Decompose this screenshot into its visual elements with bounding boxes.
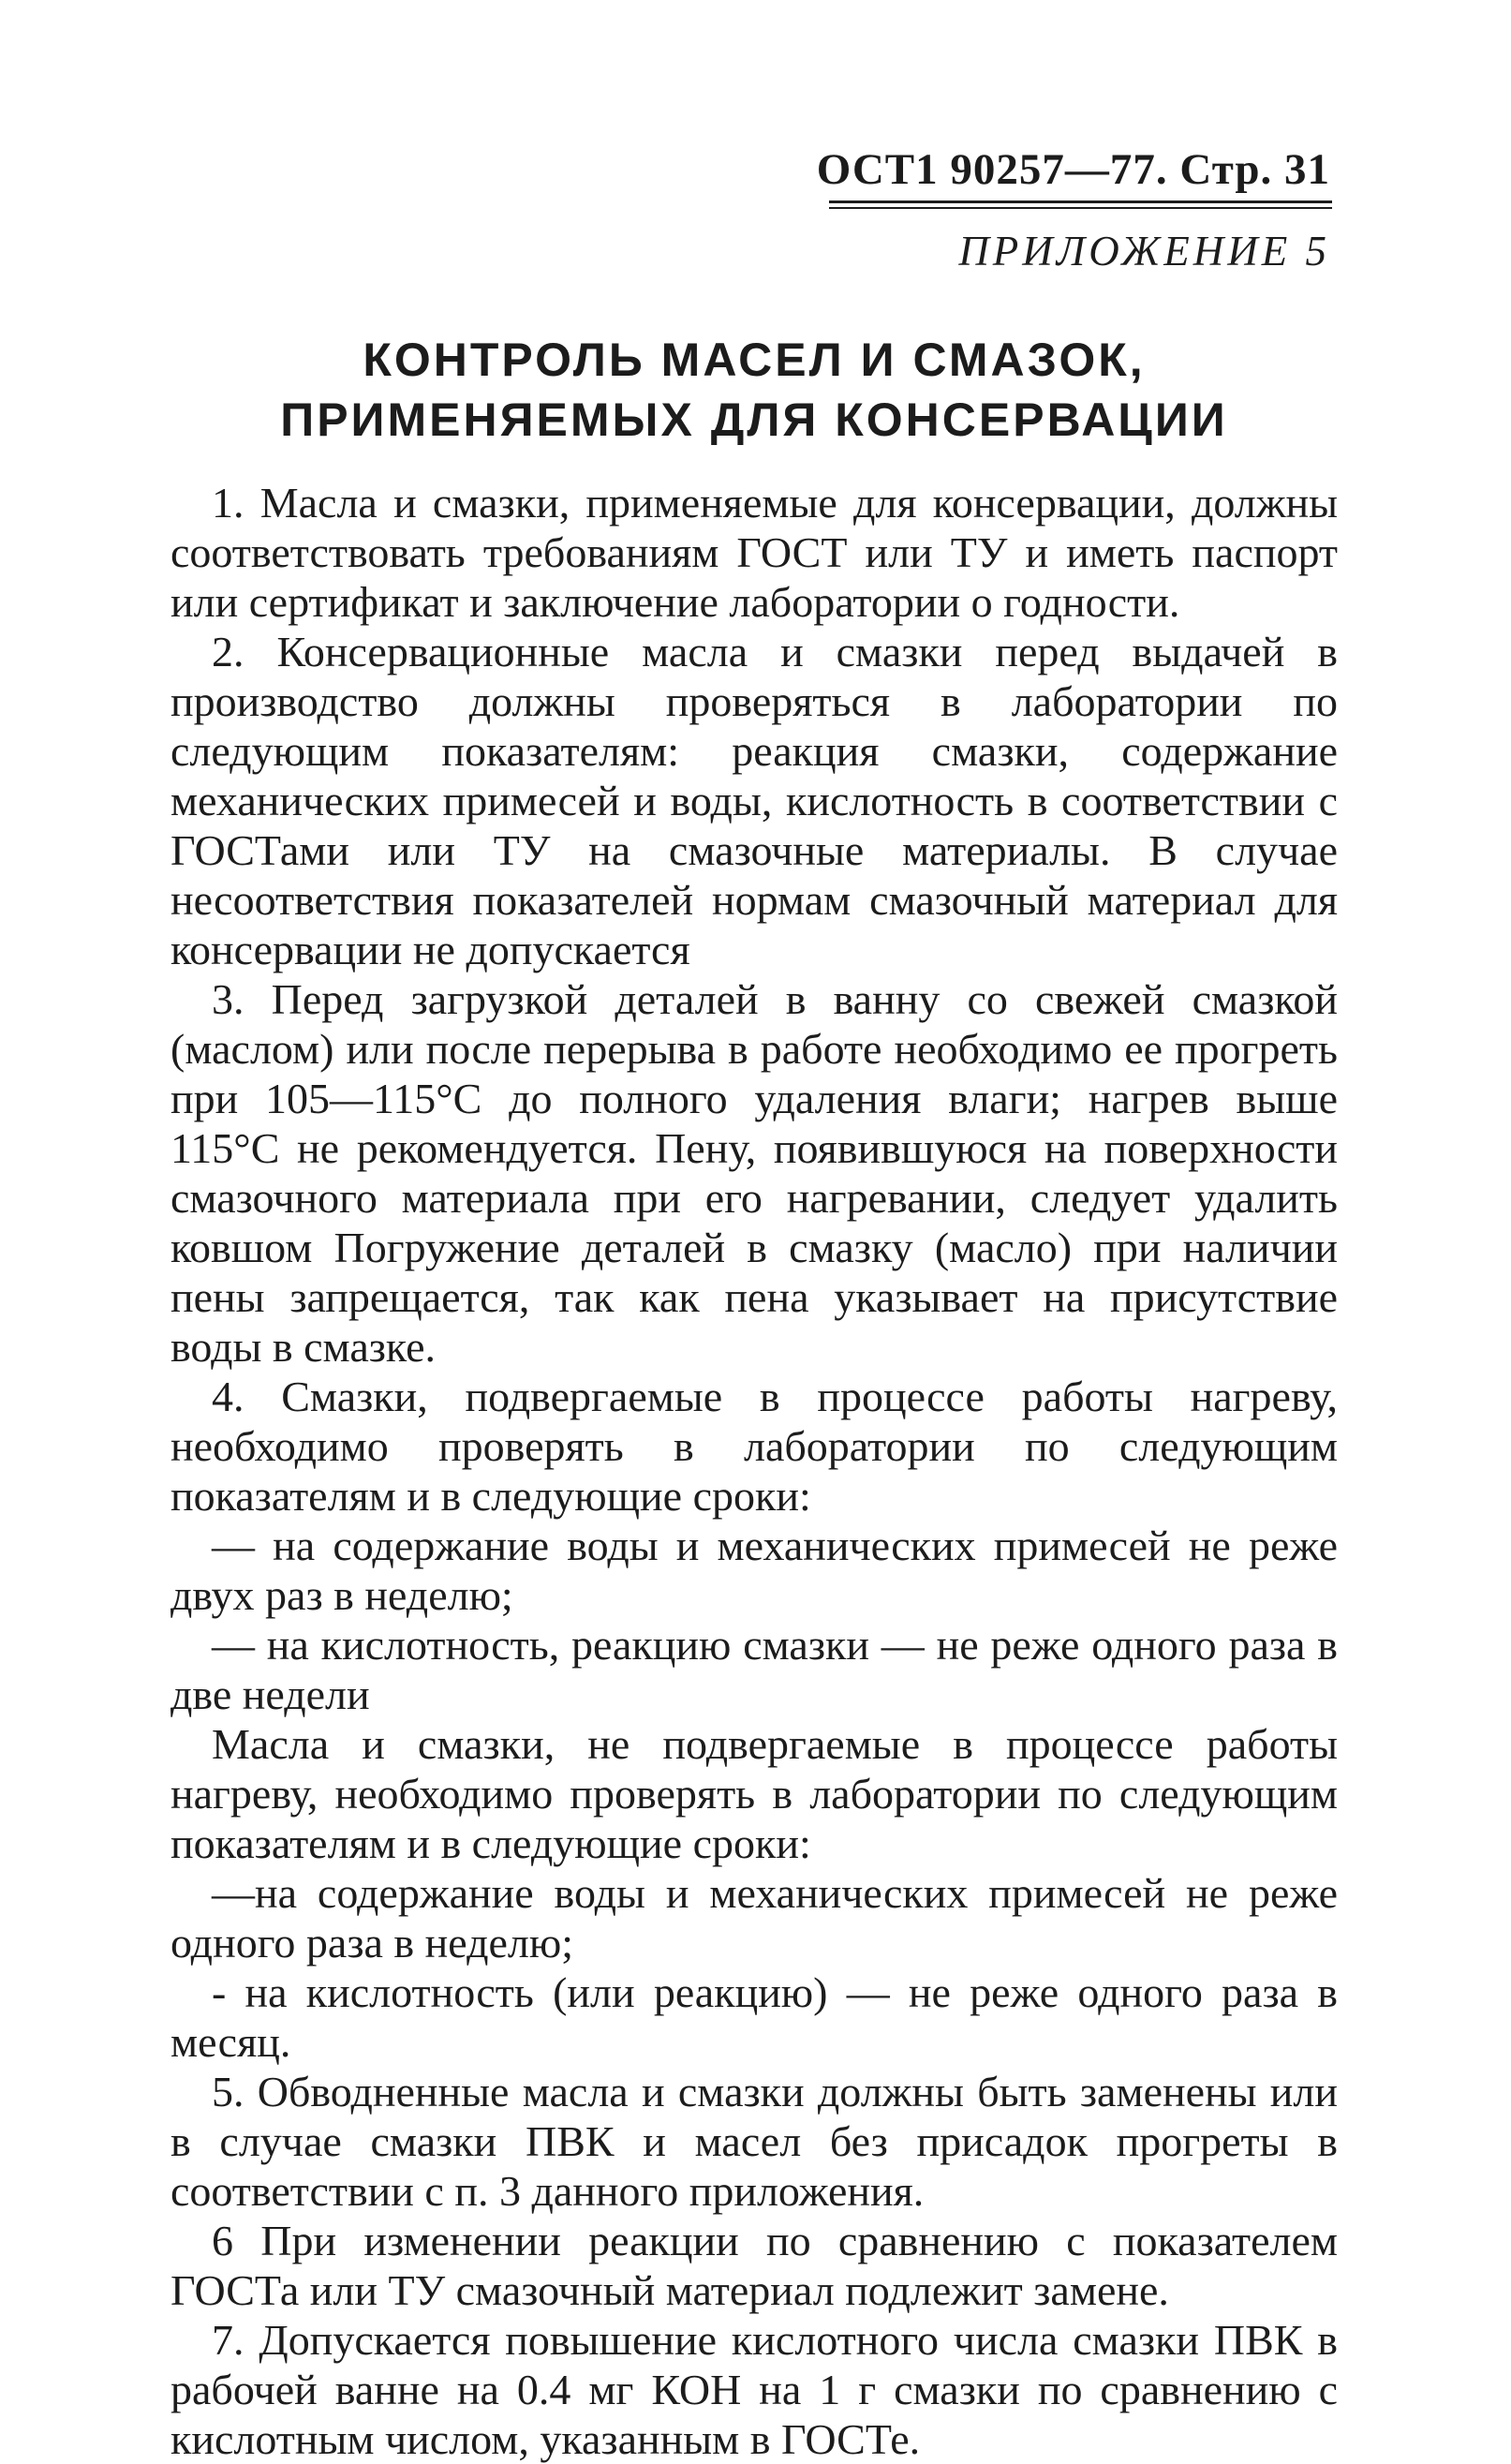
appendix-label: ПРИЛОЖЕНИЕ 5	[958, 228, 1330, 275]
section-title: КОНТРОЛЬ МАСЕЛ И СМАЗОК, ПРИМЕНЯЕМЫХ ДЛЯ КОНСЕРВАЦИИ	[280, 334, 1228, 446]
body-text	[170, 478, 1338, 2464]
paragraph-6: 6 При изменении реакции по сравнению с показателем ГОСТа или ТУ смазочный материал подлежит замене.	[170, 2217, 1338, 2314]
paragraph-2: 2. Консервационные масла и смазки перед выдачей в производство должны проверяться в лаборатории по следующим показателям: реакция смазки, содержание механических примесей и воды, кислотность в соответствии с ГОСТами или ТУ на смазочные материалы. В случае несоответствия показателей нормам смазочный материал для консервации не допускается	[170, 628, 1338, 973]
header-rule-thick	[829, 200, 1332, 203]
header-rule-thin	[829, 207, 1332, 209]
paragraph-4-item-acidity: — на кислотность, реакцию смазки — не реже одного раза в две недели	[170, 1621, 1338, 1718]
paragraph-unheated: Масла и смазки, не подвергаемые в процессе работы нагреву, необходимо проверять в лаборатории по следующим показателям и в следующие сроки:	[170, 1720, 1338, 1867]
standard-reference: ОСТ1 90257—77. Стр. 31	[816, 145, 1330, 194]
paragraph-unheated-item-water: —на содержание воды и механических примесей не реже одного раза в неделю;	[170, 1869, 1338, 1967]
paragraph-3: 3. Перед загрузкой деталей в ванну со свежей смазкой (маслом) или после перерыва в работе необходимо ее прогреть при 105—115°С до полного удаления влаги; нагрев выше 115°С не рекомендуется. Пену, появившуюся на поверхности смазочного материала при его нагревании, следует удалить ковшом Погружение деталей в смазку (масло) при наличии пены запрещается, так как пена указывает на присутствие воды в смазке.	[170, 975, 1338, 1371]
paragraph-4-item-water: — на содержание воды и механических примесей не реже двух раз в неделю;	[170, 1521, 1338, 1619]
paragraph-5: 5. Обводненные масла и смазки должны быть заменены или в случае смазки ПВК и масел без присадок прогреты в соответствии с п. 3 данного приложения.	[170, 2068, 1338, 2215]
paragraph-4: 4. Смазки, подвергаемые в процессе работы нагреву, необходимо проверять в лаборатории по следующим показателям и в следующие сроки:	[170, 1373, 1338, 1520]
paragraph-unheated-item-acidity: - на кислотность (или реакцию) — не реже одного раза в месяц.	[170, 1968, 1338, 2066]
paragraph-7: 7. Допускается повышение кислотного числа смазки ПВК в рабочей ванне на 0.4 мг КОН на 1 г смазки по сравнению с кислотным числом, указанным в ГОСТе.	[170, 2316, 1338, 2463]
paragraph-1: 1. Масла и смазки, применяемые для консервации, должны соответствовать требованиям ГОСТ или ТУ и иметь паспорт или сертификат и заключение лаборатории о годности.	[170, 479, 1338, 626]
